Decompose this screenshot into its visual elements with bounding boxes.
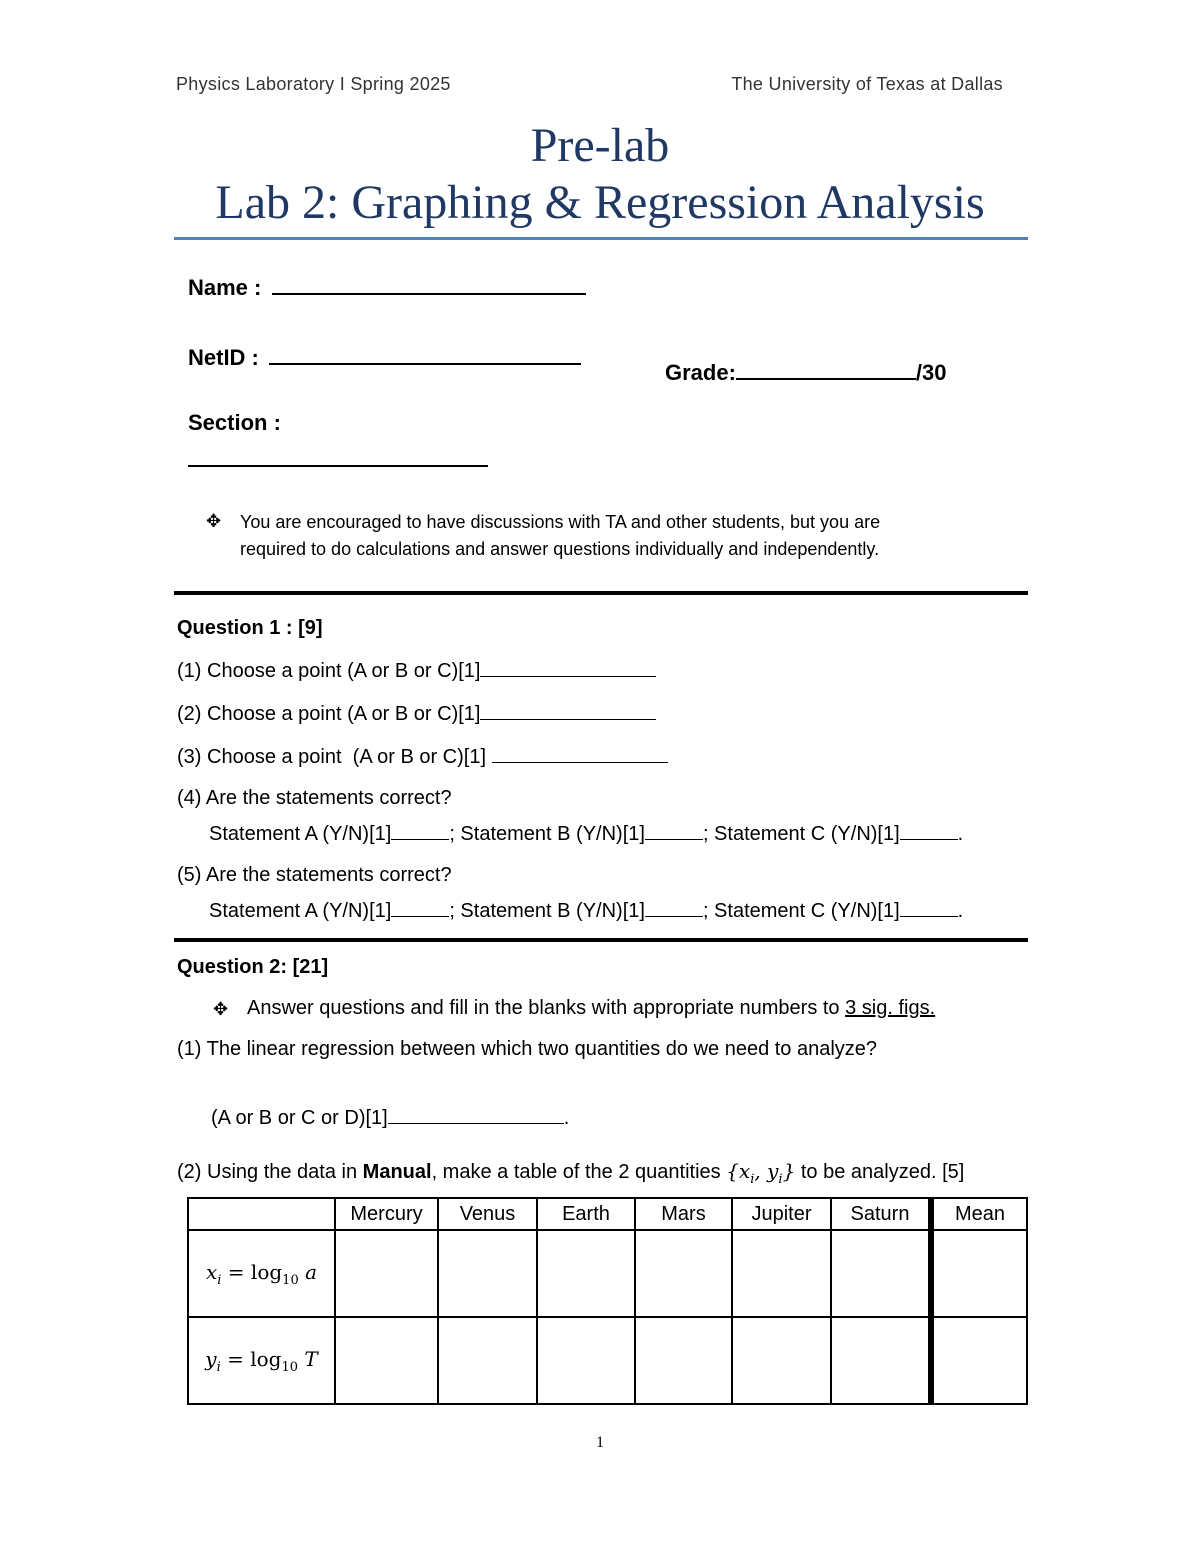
math-var: y	[205, 1346, 217, 1371]
math-arg: T	[298, 1346, 318, 1371]
xy-set-math	[726, 1159, 796, 1187]
q1-part-4-statements	[209, 821, 963, 846]
math-base: 10	[282, 1272, 299, 1288]
math-close: }	[782, 1159, 796, 1183]
table-header-row	[188, 1198, 1027, 1230]
grade-field[interactable]	[736, 358, 916, 380]
math-arg: a	[298, 1259, 317, 1284]
table-cell[interactable]	[635, 1230, 732, 1317]
math-sub: i	[750, 1172, 755, 1187]
col-header: Venus	[438, 1198, 537, 1230]
col-header: Jupiter	[732, 1198, 831, 1230]
q1-part-3	[177, 744, 668, 769]
math-y: , y	[754, 1159, 779, 1183]
grade-label: Grade:	[665, 360, 736, 385]
table-cell[interactable]	[438, 1317, 537, 1404]
diamond-bullet-icon: ✥	[206, 511, 222, 531]
netid-label: NetID :	[188, 345, 259, 370]
table-cell-mean[interactable]	[931, 1317, 1027, 1404]
table-cell[interactable]	[438, 1230, 537, 1317]
stmt-a-label: Statement A (Y/N)[1]	[209, 900, 392, 922]
q1-4-stmt-a-answer[interactable]	[391, 821, 449, 840]
row-label-x	[188, 1230, 335, 1317]
math-sub: i	[778, 1172, 783, 1187]
data-table	[187, 1197, 1028, 1405]
math-sub: i	[216, 1359, 221, 1375]
table-cell[interactable]	[732, 1317, 831, 1404]
row-label-y	[188, 1317, 335, 1404]
stmt-a-label: Statement A (Y/N)[1]	[209, 823, 392, 845]
table-cell[interactable]	[335, 1317, 438, 1404]
q1-heading: Question 1 : [9]	[177, 617, 323, 639]
col-header: Mercury	[335, 1198, 438, 1230]
q2-part-2-post: to be analyzed. [5]	[795, 1161, 965, 1183]
diamond-bullet-icon: ✥	[213, 999, 229, 1019]
manual-ref: Manual	[362, 1161, 432, 1183]
period: .	[957, 823, 964, 845]
table-cell[interactable]	[537, 1317, 635, 1404]
q1-part-5-statements	[209, 898, 963, 923]
table-cell[interactable]	[635, 1317, 732, 1404]
header-course: Physics Laboratory I Spring 2025	[176, 74, 451, 94]
header-university: The University of Texas at Dallas	[731, 74, 1003, 94]
q2-part-2	[177, 1159, 964, 1187]
page-number: 1	[596, 1434, 604, 1451]
q1-part-3-answer[interactable]	[492, 744, 668, 763]
table-cell-mean[interactable]	[931, 1230, 1027, 1317]
math-sub: i	[217, 1272, 222, 1288]
netid-field[interactable]	[269, 343, 581, 365]
q1-4-stmt-c-answer[interactable]	[900, 821, 958, 840]
section-field[interactable]	[188, 465, 488, 467]
q2-part-1: (1) The linear regression between which two quantities do we need to analyze?	[177, 1038, 878, 1060]
col-header: Mean	[931, 1198, 1027, 1230]
stmt-c-label: ; Statement C (Y/N)[1]	[702, 823, 900, 845]
netid-row	[188, 343, 581, 371]
table-corner-cell	[188, 1198, 335, 1230]
table-cell[interactable]	[537, 1230, 635, 1317]
table-cell[interactable]	[831, 1230, 931, 1317]
q2-part-1-answer[interactable]	[388, 1105, 564, 1124]
q2-heading: Question 2: [21]	[177, 956, 329, 978]
period: .	[563, 1107, 570, 1129]
col-header: Saturn	[831, 1198, 931, 1230]
page-title: Pre-lab	[530, 119, 670, 172]
q2-part-2-text: (2) Using the data in	[177, 1161, 363, 1183]
q2-instruction-text: Answer questions and fill in the blanks with appropriate numbers to	[247, 997, 846, 1019]
q1-part-1-text: (1) Choose a point (A or B or C)[1]	[177, 660, 481, 682]
note-line-2: required to do calculations and answer questions individually and independently.	[240, 539, 880, 559]
q1-5-stmt-b-answer[interactable]	[645, 898, 703, 917]
q1-4-stmt-b-answer[interactable]	[645, 821, 703, 840]
stmt-b-label: ; Statement B (Y/N)[1]	[449, 823, 645, 845]
q1-5-stmt-c-answer[interactable]	[900, 898, 958, 917]
q1-part-2-text: (2) Choose a point (A or B or C)[1]	[177, 703, 481, 725]
q2-part-2-mid: , make a table of the 2 quantities	[431, 1161, 727, 1183]
q1-part-4: (4) Are the statements correct?	[177, 787, 452, 809]
math-eq: = log	[220, 1346, 282, 1371]
table-cell[interactable]	[732, 1230, 831, 1317]
section-divider-1	[174, 591, 1028, 595]
q1-part-2	[177, 701, 656, 726]
table-row	[188, 1230, 1027, 1317]
name-row	[188, 273, 586, 301]
math-var: x	[206, 1259, 218, 1284]
q1-5-stmt-a-answer[interactable]	[391, 898, 449, 917]
name-field[interactable]	[272, 273, 586, 295]
col-header: Mars	[635, 1198, 732, 1230]
math-eq: = log	[221, 1259, 283, 1284]
section-label: Section :	[188, 410, 281, 435]
q2-part-1-choices: (A or B or C or D)[1]	[211, 1107, 388, 1129]
stmt-b-label: ; Statement B (Y/N)[1]	[449, 900, 645, 922]
q2-instruction	[247, 997, 935, 1020]
table-cell[interactable]	[831, 1317, 931, 1404]
title-divider	[174, 237, 1028, 240]
q1-part-1	[177, 658, 656, 683]
section-divider-2	[174, 938, 1028, 942]
q1-part-3-text: (3) Choose a point (A or B or C)[1]	[177, 746, 492, 768]
q1-part-1-answer[interactable]	[480, 658, 656, 677]
instructions-note	[240, 509, 1000, 563]
q2-part-1-answer-row	[211, 1105, 569, 1130]
name-label: Name :	[188, 275, 262, 300]
table-row	[188, 1317, 1027, 1404]
period: .	[957, 900, 964, 922]
section-row	[188, 410, 281, 436]
table-cell[interactable]	[335, 1230, 438, 1317]
math-x: {x	[726, 1159, 751, 1183]
page-subtitle: Lab 2: Graphing & Regression Analysis	[215, 176, 985, 229]
note-line-1: You are encouraged to have discussions with TA and other students, but you are	[240, 512, 881, 532]
grade-row	[665, 358, 947, 386]
q1-part-5: (5) Are the statements correct?	[177, 864, 452, 886]
q2-instruction-sigfigs: 3 sig. figs.	[845, 997, 936, 1019]
col-header: Earth	[537, 1198, 635, 1230]
stmt-c-label: ; Statement C (Y/N)[1]	[702, 900, 900, 922]
q1-part-2-answer[interactable]	[480, 701, 656, 720]
math-base: 10	[281, 1359, 299, 1375]
grade-total: /30	[915, 360, 947, 385]
